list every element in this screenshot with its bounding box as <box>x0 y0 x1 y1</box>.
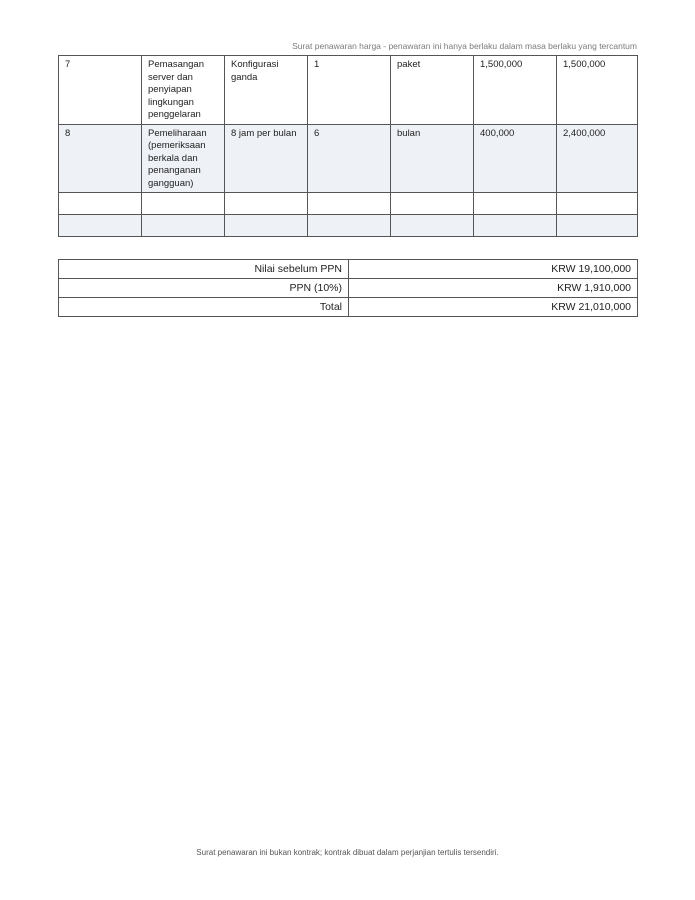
item-description: Pemeliharaan (pemeriksaan berkala dan penanganan gangguan) <box>142 124 225 193</box>
item-unit: paket <box>391 56 474 125</box>
totals-table <box>58 259 638 317</box>
total-label: Total <box>59 298 349 317</box>
item-unit: bulan <box>391 124 474 193</box>
empty-cell <box>142 215 225 237</box>
line-items-table <box>58 55 638 237</box>
item-unit-price: 400,000 <box>474 124 557 193</box>
empty-cell <box>557 215 638 237</box>
empty-cell <box>474 193 557 215</box>
empty-cell <box>391 193 474 215</box>
item-description: Pemasangan server dan penyiapan lingkungan penggelaran <box>142 56 225 125</box>
total-row <box>59 298 638 317</box>
table-row <box>59 56 638 125</box>
empty-cell <box>474 215 557 237</box>
subtotal-value: KRW 19,100,000 <box>349 260 638 279</box>
tax-value: KRW 1,910,000 <box>349 279 638 298</box>
empty-cell <box>225 215 308 237</box>
table-row <box>59 124 638 193</box>
item-quantity: 1 <box>308 56 391 125</box>
empty-cell <box>225 193 308 215</box>
empty-cell <box>391 215 474 237</box>
item-spec: Konfigurasi ganda <box>225 56 308 125</box>
footer-note: Surat penawaran ini bukan kontrak; kontrak dibuat dalam perjanjian tertulis tersendiri. <box>196 848 499 857</box>
tax-label: PPN (10%) <box>59 279 349 298</box>
item-amount: 1,500,000 <box>557 56 638 125</box>
empty-cell <box>59 193 142 215</box>
header-note: Surat penawaran harga - penawaran ini hanya berlaku dalam masa berlaku yang tercantum <box>292 41 637 51</box>
subtotal-label: Nilai sebelum PPN <box>59 260 349 279</box>
item-unit-price: 1,500,000 <box>474 56 557 125</box>
item-quantity: 6 <box>308 124 391 193</box>
empty-cell <box>557 193 638 215</box>
total-value: KRW 21,010,000 <box>349 298 638 317</box>
item-number: 7 <box>59 56 142 125</box>
empty-cell <box>59 215 142 237</box>
subtotal-row <box>59 260 638 279</box>
table-row-empty <box>59 215 638 237</box>
empty-cell <box>142 193 225 215</box>
tax-row <box>59 279 638 298</box>
item-number: 8 <box>59 124 142 193</box>
item-spec: 8 jam per bulan <box>225 124 308 193</box>
item-amount: 2,400,000 <box>557 124 638 193</box>
empty-cell <box>308 215 391 237</box>
table-row-empty <box>59 193 638 215</box>
empty-cell <box>308 193 391 215</box>
